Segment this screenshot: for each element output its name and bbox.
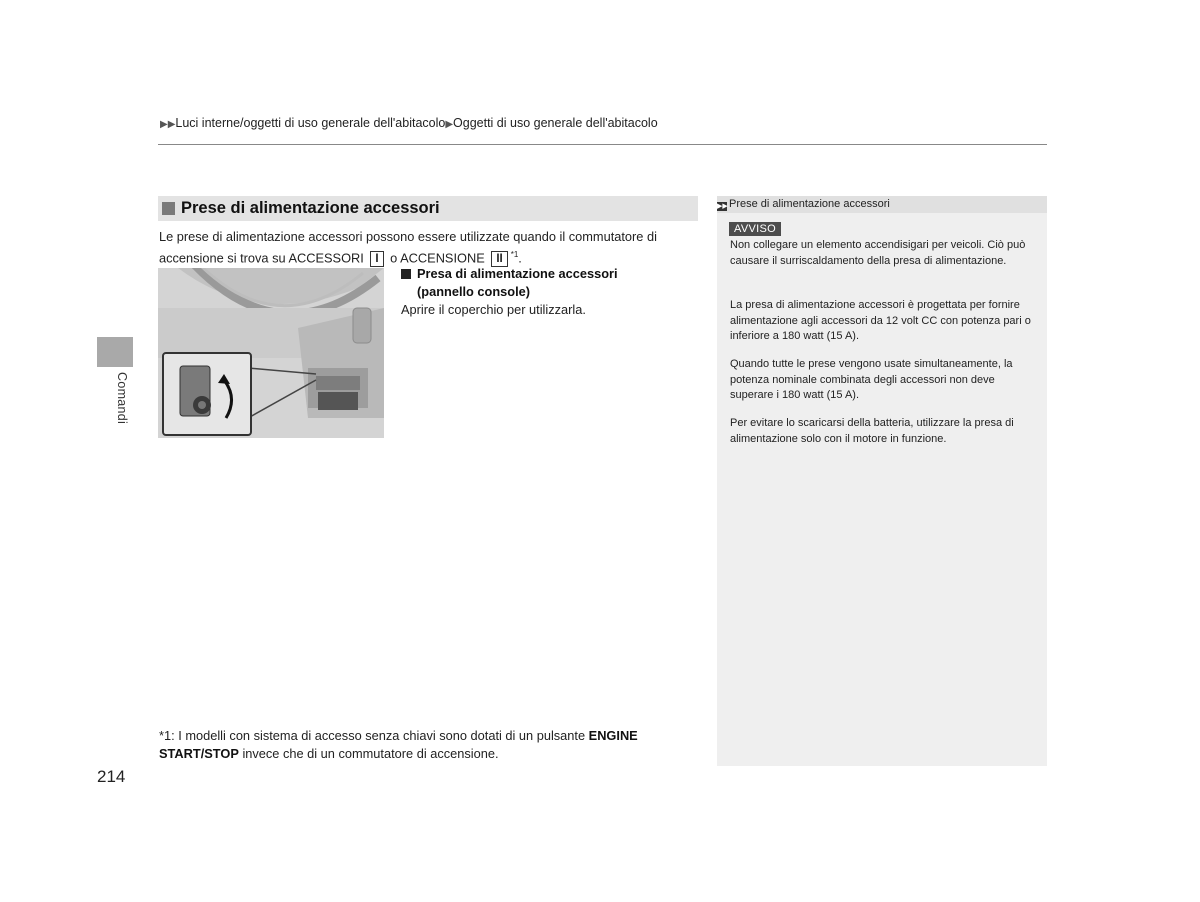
key-accensione-badge: II: [491, 251, 507, 267]
notice-text: Non collegare un elemento accendisigari per veicoli. Ciò può causare il surriscaldamento della presa di alimentazione.: [730, 239, 1026, 267]
console-illustration-svg: [158, 268, 384, 438]
notice-badge: AVVISO: [729, 222, 781, 236]
breadcrumb-part-1: Luci interne/oggetti di uso generale dell'abitacolo: [175, 116, 446, 130]
sidebar-paragraph-3: Per evitare lo scaricarsi della batteria, utilizzare la presa di alimentazione solo con il motore in funzione.: [730, 417, 1014, 445]
footnote-suffix: invece che di un commutatore di accensione.: [242, 746, 499, 761]
sidebar-note-panel: [717, 196, 1047, 766]
subsection-title: [401, 265, 691, 301]
footnote-bold-text: ENGINE START/STOP: [159, 728, 638, 761]
sidebar-paragraph-1: La presa di alimentazione accessori è progettata per fornire alimentazione agli accessori da 12 volt CC con potenza pari o inferiore a 180 watt (15 A).: [730, 299, 1031, 342]
page-number: 214: [97, 767, 126, 786]
intro-text-end: .: [518, 250, 522, 266]
breadcrumb-part-2: Oggetti di uso generale dell'abitacolo: [453, 116, 658, 130]
intro-text-middle: o ACCENSIONE: [390, 250, 485, 266]
breadcrumb: [160, 116, 658, 130]
intro-text-before: Le prese di alimentazione accessori possono essere utilizzate quando il commutatore di accensione si trova su ACCESSORI: [159, 229, 657, 266]
key-accessori-badge: I: [370, 251, 383, 267]
subsection-text: Aprire il coperchio per utilizzarla.: [401, 302, 586, 317]
breadcrumb-arrow-icon: ▶▶: [160, 119, 176, 130]
section-header: [158, 196, 698, 221]
header-divider: [158, 144, 1047, 145]
console-power-outlet-illustration: [158, 268, 384, 438]
section-square-icon: [162, 202, 175, 215]
subsection-square-icon: [401, 269, 411, 279]
chapter-tab-label: Comandi: [115, 372, 129, 425]
intro-paragraph: [159, 228, 679, 267]
footnote: [159, 727, 699, 763]
footnote-mark: *1: [510, 250, 519, 259]
section-title: Prese di alimentazione accessori: [181, 199, 440, 217]
chapter-tab: [97, 337, 133, 367]
sidebar-header-text: Prese di alimentazione accessori: [729, 198, 890, 210]
sidebar-header: [717, 196, 1047, 213]
breadcrumb-arrow-icon: ▶: [445, 119, 454, 130]
sidebar-paragraph-2: Quando tutte le prese vengono usate simultaneamente, la potenza nominale combinata degli accessori non deve superare i 180 watt (15 A).: [730, 358, 1013, 401]
subsection-title-line-1: Presa di alimentazione accessori: [417, 266, 618, 281]
footnote-prefix: *1: I modelli con sistema di accesso senza chiavi sono dotati di un pulsante: [159, 728, 586, 743]
double-arrow-icon: ▶▶: [717, 203, 728, 210]
subsection-title-line-2: (pannello console): [417, 284, 531, 299]
